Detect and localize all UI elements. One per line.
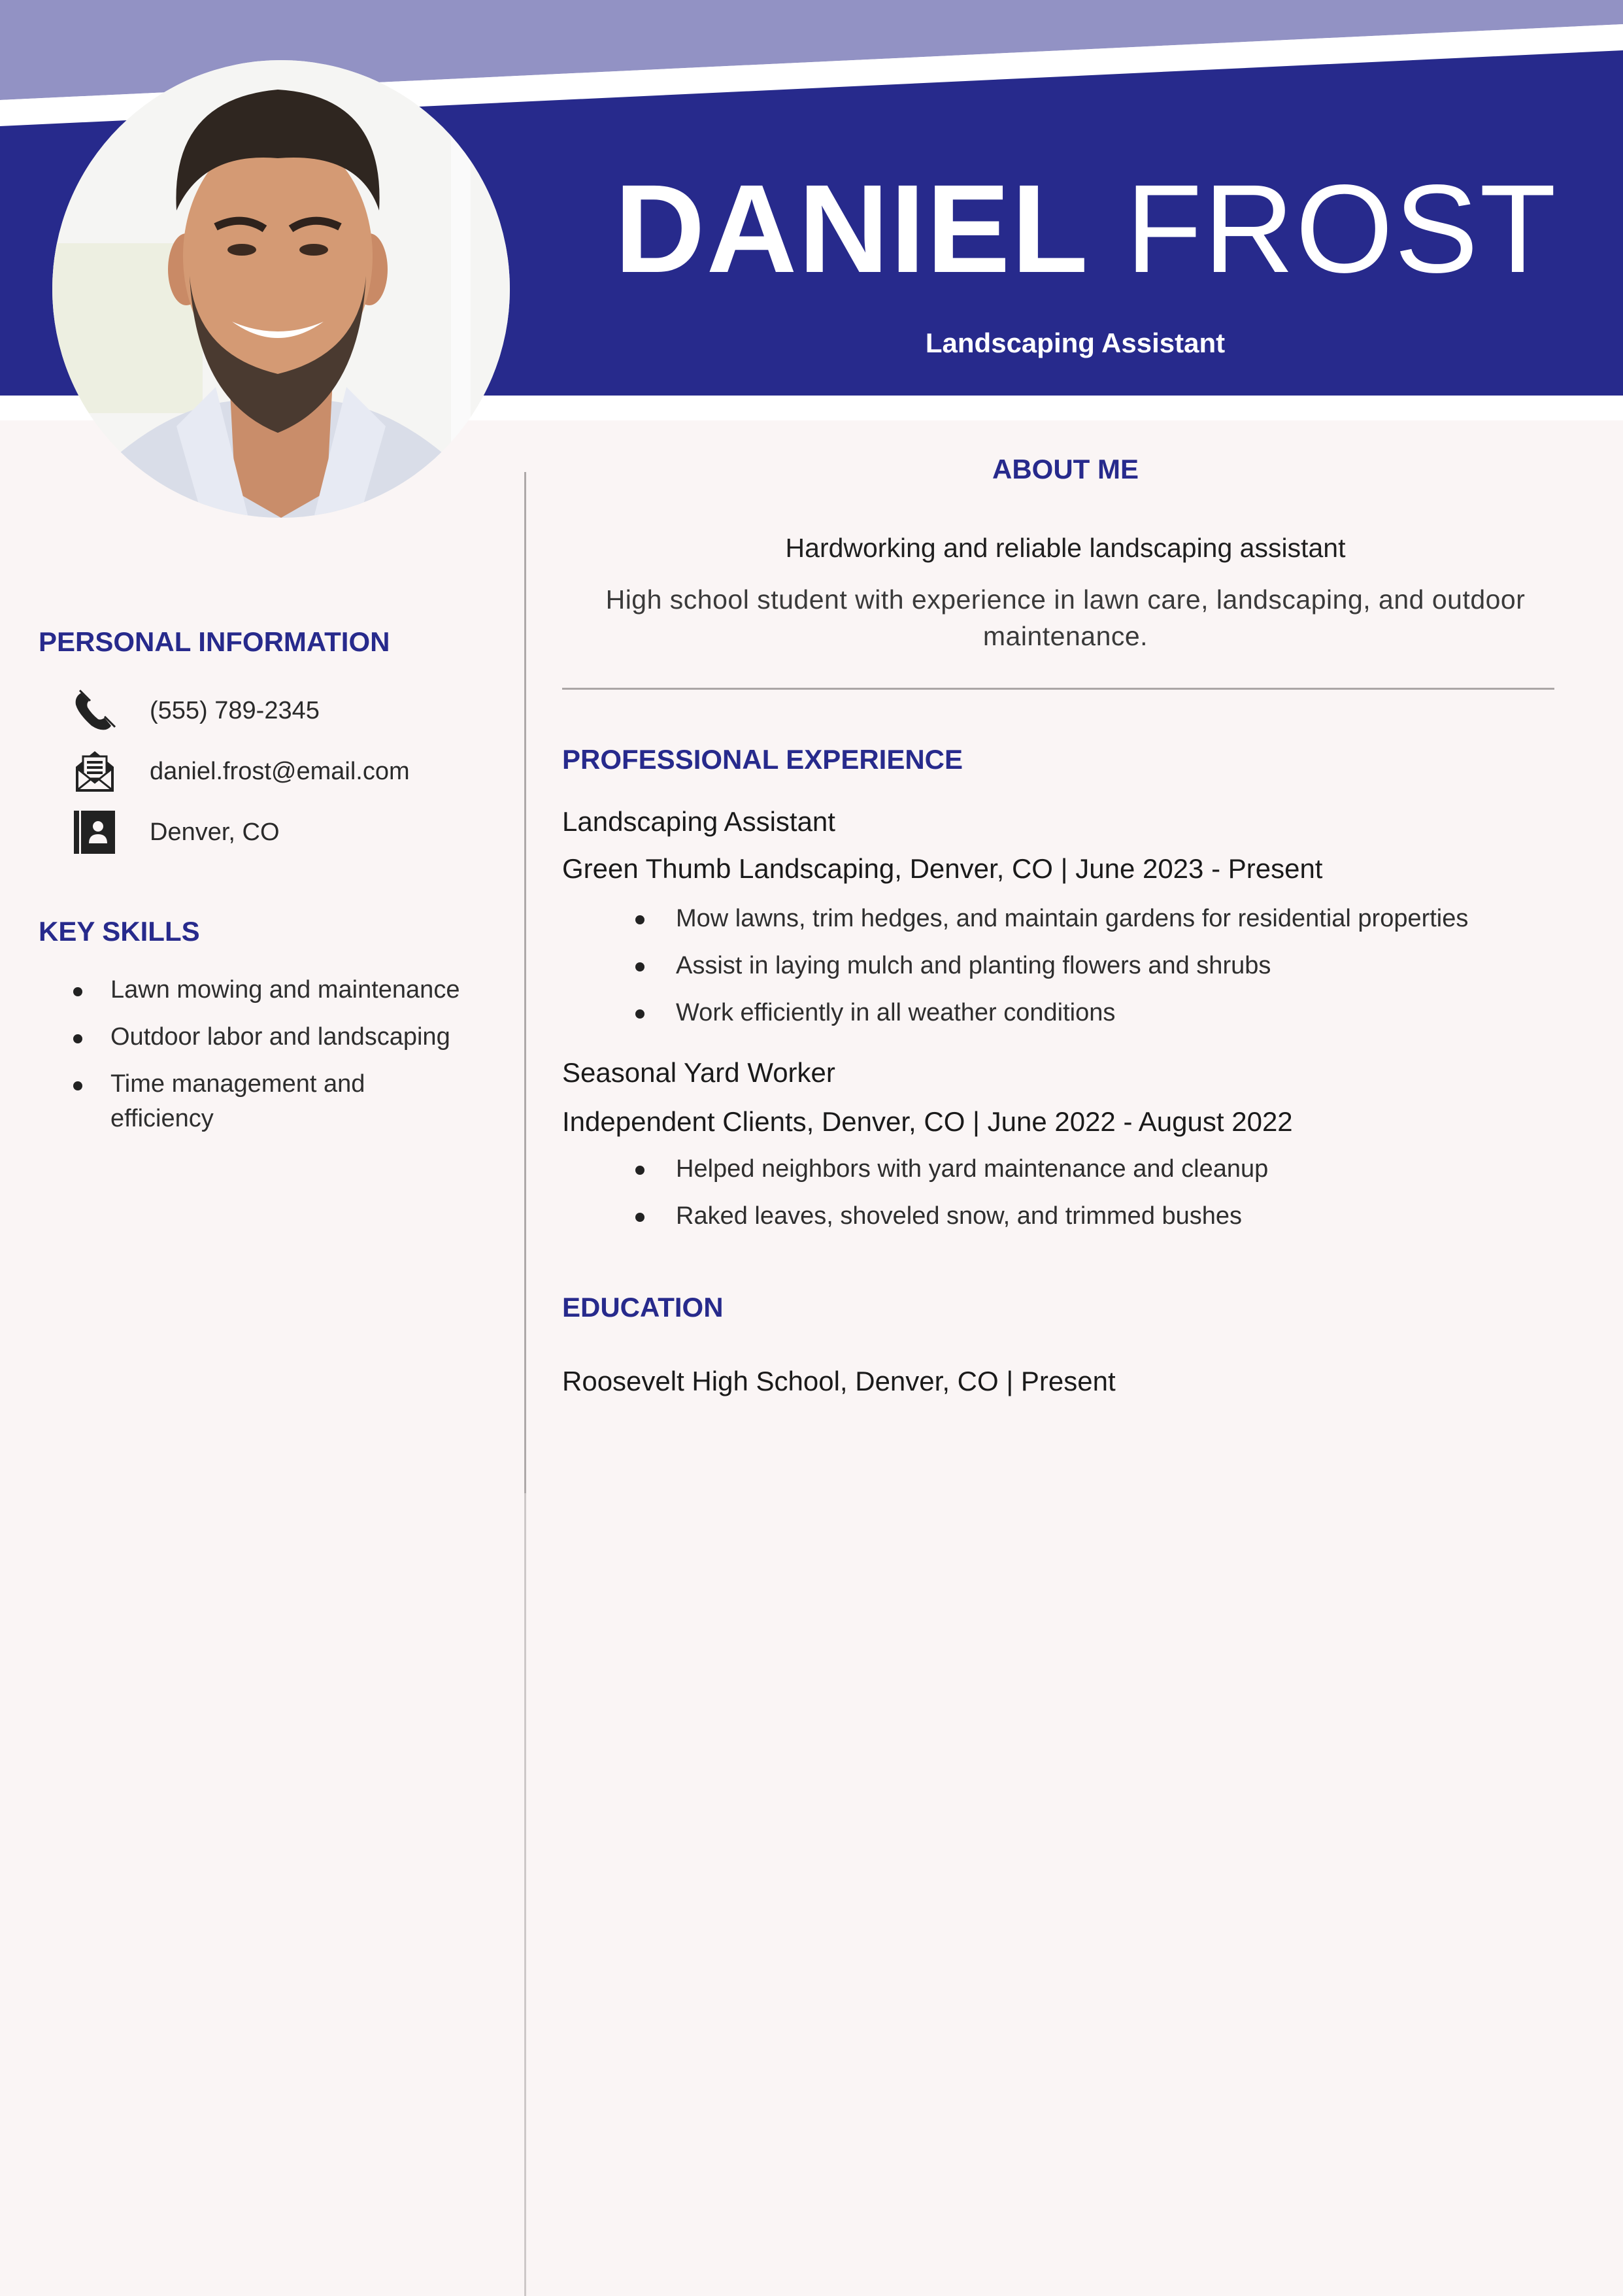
contact-phone (72, 688, 320, 734)
job-meta: Independent Clients, Denver, CO | June 2022 - August 2022 (562, 1106, 1293, 1137)
skill-item: Outdoor labor and landscaping (73, 1020, 529, 1055)
column-divider-lower (524, 1493, 526, 2296)
about-section (562, 532, 1569, 654)
last-name: FROST (1126, 158, 1558, 299)
about-divider (562, 688, 1554, 690)
key-skills-list (73, 973, 529, 1149)
job-duties-list (635, 1154, 1268, 1248)
first-name: DANIEL (614, 158, 1090, 299)
location: Denver, CO (150, 819, 280, 846)
about-summary: High school student with experience in lawn care, landscaping, and outdoor maintenance. (605, 584, 1526, 651)
duty-item: Helped neighbors with yard maintenance and cleanup (635, 1154, 1268, 1184)
skill-item: Time management and efficiency (73, 1067, 413, 1136)
bullet-icon (73, 987, 82, 996)
candidate-name (614, 158, 1558, 299)
bullet-icon (635, 1166, 644, 1175)
duty-item: Work efficiently in all weather conditions (635, 998, 1468, 1028)
email-icon (72, 749, 118, 794)
phone-number: (555) 789-2345 (150, 697, 320, 724)
personal-info-heading: PERSONAL INFORMATION (39, 626, 390, 657)
person-portrait-icon (52, 60, 510, 518)
about-heading: ABOUT ME (992, 454, 1139, 484)
job-role: Landscaping Assistant (562, 806, 835, 837)
contact-location (72, 809, 280, 855)
skill-item: Lawn mowing and maintenance (73, 973, 529, 1007)
experience-heading: PROFESSIONAL EXPERIENCE (562, 744, 963, 775)
duty-item: Assist in laying mulch and planting flowers and shrubs (635, 951, 1468, 981)
duty-item: Raked leaves, shoveled snow, and trimmed bushes (635, 1201, 1268, 1231)
job-title: Landscaping Assistant (925, 328, 1226, 358)
bullet-icon (73, 1034, 82, 1043)
key-skills-heading: KEY SKILLS (39, 916, 200, 947)
bullet-icon (635, 1009, 644, 1019)
contact-email (72, 749, 410, 794)
about-headline: Hardworking and reliable landscaping assistant (785, 533, 1346, 563)
duty-item: Mow lawns, trim hedges, and maintain gardens for residential properties (635, 903, 1468, 934)
email-address: daniel.frost@email.com (150, 758, 410, 785)
bullet-icon (73, 1081, 82, 1090)
bullet-icon (635, 1213, 644, 1222)
profile-photo (52, 60, 510, 518)
phone-icon (72, 688, 118, 734)
bullet-icon (635, 915, 644, 924)
bullet-icon (635, 962, 644, 971)
education-heading: EDUCATION (562, 1292, 724, 1323)
job-duties-list (635, 903, 1468, 1045)
job-role: Seasonal Yard Worker (562, 1057, 835, 1088)
job-meta: Green Thumb Landscaping, Denver, CO | June 2023 - Present (562, 853, 1323, 884)
education-entry: Roosevelt High School, Denver, CO | Present (562, 1366, 1116, 1396)
contact-card-icon (72, 809, 118, 855)
